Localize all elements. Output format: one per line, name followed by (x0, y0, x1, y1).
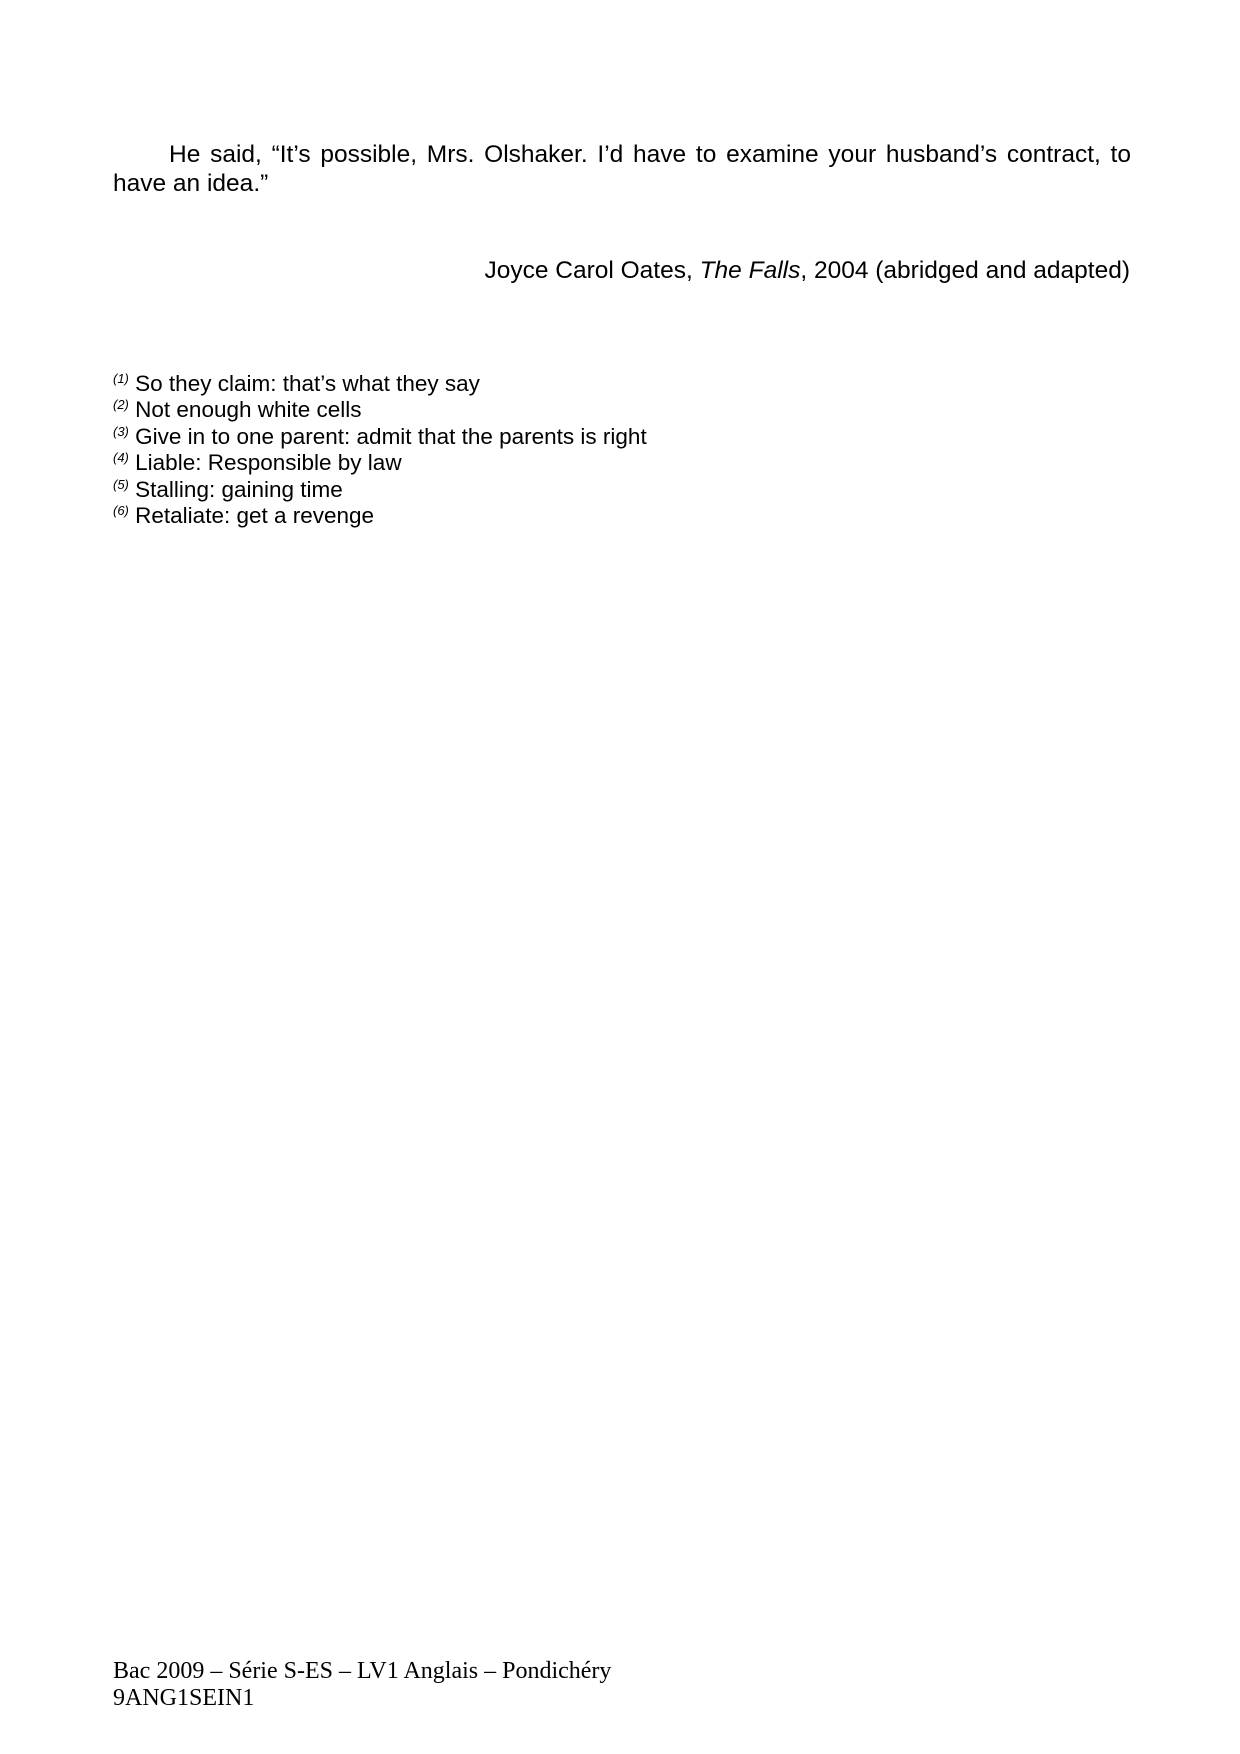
footnote-marker: (3) (113, 423, 129, 439)
footer-code-line: 9ANG1SEIN1 (113, 1685, 255, 1711)
footnote-item (113, 424, 647, 450)
footnotes-list (113, 371, 647, 529)
footnote-item (113, 477, 647, 503)
footnote-text: Retaliate: get a revenge (135, 503, 375, 529)
attribution-details: , 2004 (abridged and adapted) (800, 257, 1130, 284)
footnote-item (113, 397, 647, 423)
closing-paragraph: He said, “It’s possible, Mrs. Olshaker. I’d have to examine your husband’s contract, to have an idea.” (113, 141, 1131, 197)
footnote-marker: (6) (113, 503, 129, 519)
footnote-item (113, 503, 647, 529)
footnote-item (113, 371, 647, 397)
footnote-item (113, 450, 647, 476)
footnote-marker: (5) (113, 476, 129, 492)
attribution-author: Joyce Carol Oates, (484, 257, 700, 284)
footnote-text: Stalling: gaining time (135, 476, 343, 502)
footnote-text: Not enough white cells (135, 397, 362, 423)
footnote-text: Give in to one parent: admit that the parents is right (135, 423, 647, 449)
page-footer (113, 1658, 611, 1712)
footnote-marker: (1) (113, 371, 129, 386)
footnote-text: Liable: Responsible by law (135, 450, 402, 476)
source-attribution (484, 256, 1130, 286)
footnote-marker: (2) (113, 397, 129, 413)
footer-exam-line: Bac 2009 – Série S-ES – LV1 Anglais – Pondichéry (113, 1658, 612, 1684)
attribution-book-title: The Falls (699, 257, 801, 284)
footnote-text: So they claim: that’s what they say (135, 371, 480, 396)
footnote-marker: (4) (113, 450, 129, 466)
